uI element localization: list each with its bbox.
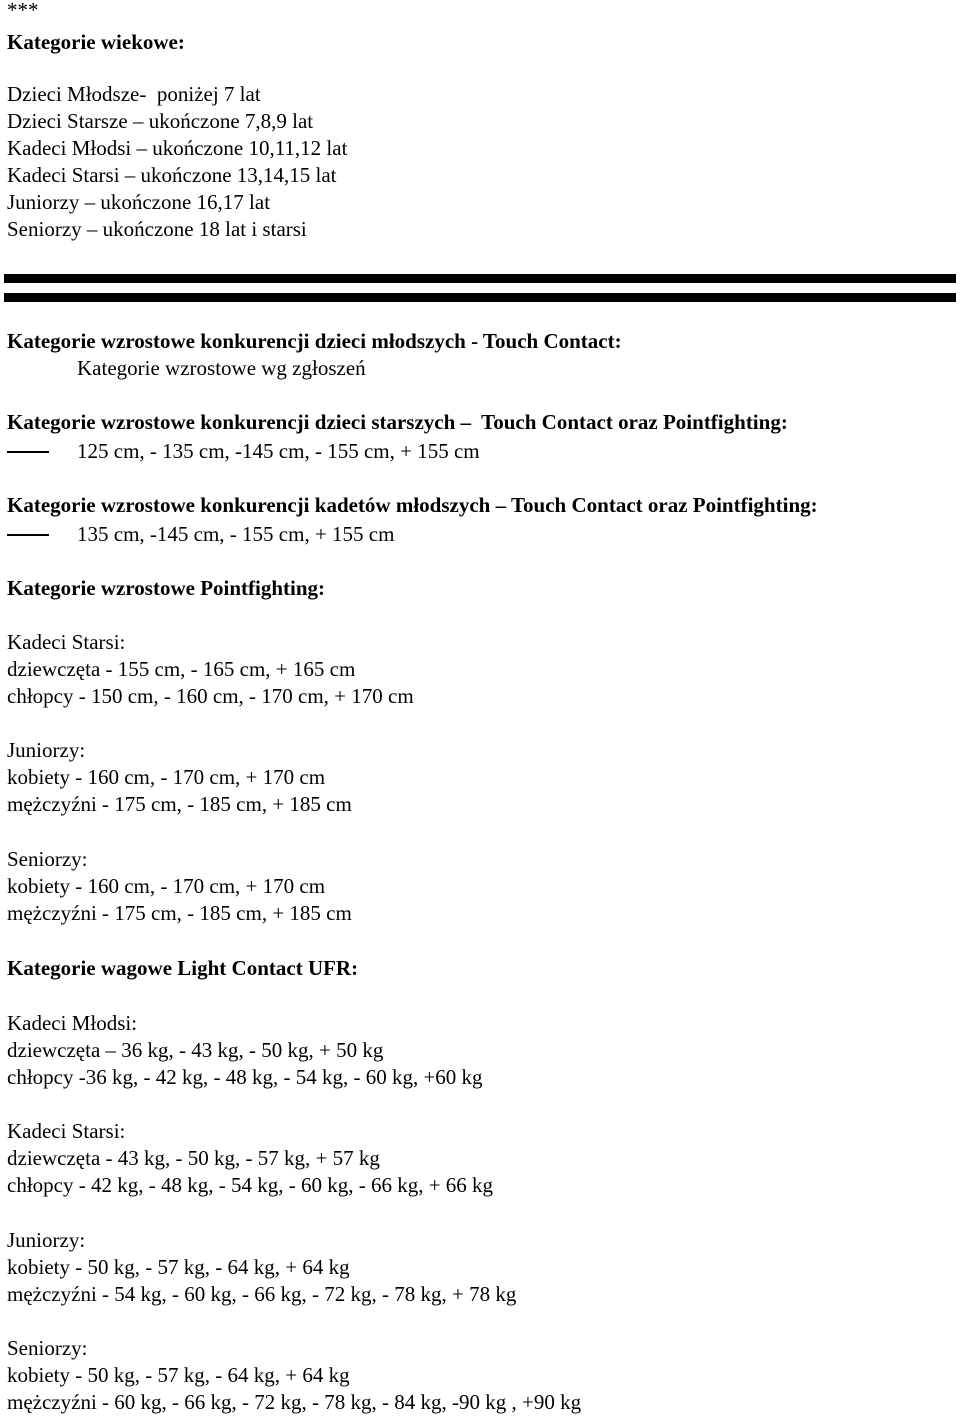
height-cadets-heading: Kategorie wzrostowe konkurencji kadetów młodszych – Touch Contact oraz Pointfighting: <box>7 493 818 517</box>
category-line: kobiety - 50 kg, - 57 kg, - 64 kg, + 64 kg <box>7 1363 350 1387</box>
age-line: Juniorzy – ukończone 16,17 lat <box>7 190 271 214</box>
stars-separator: *** <box>7 0 39 22</box>
height-cadets-line: 135 cm, -145 cm, - 155 cm, + 155 cm <box>77 522 395 546</box>
group-label: Juniorzy: <box>7 738 86 762</box>
age-line: Dzieci Młodsze- poniżej 7 lat <box>7 82 261 106</box>
category-line: dziewczęta – 36 kg, - 43 kg, - 50 kg, + 50 kg <box>7 1038 384 1062</box>
group-label: Kadeci Starsi: <box>7 630 126 654</box>
list-dash <box>7 451 49 453</box>
group-label: Seniorzy: <box>7 1336 88 1360</box>
height-pointfighting-heading: Kategorie wzrostowe Pointfighting: <box>7 576 326 600</box>
category-line: chłopcy - 150 cm, - 160 cm, - 170 cm, + 170 cm <box>7 684 414 708</box>
category-line: mężczyźni - 54 kg, - 60 kg, - 66 kg, - 72 kg, - 78 kg, + 78 kg <box>7 1282 517 1306</box>
age-line: Dzieci Starsze – ukończone 7,8,9 lat <box>7 109 314 133</box>
group-label: Juniorzy: <box>7 1228 86 1252</box>
height-older-heading: Kategorie wzrostowe konkurencji dzieci starszych – Touch Contact oraz Pointfighting: <box>7 410 788 434</box>
age-line: Kadeci Młodsi – ukończone 10,11,12 lat <box>7 136 348 160</box>
category-line: dziewczęta - 43 kg, - 50 kg, - 57 kg, + 57 kg <box>7 1146 380 1170</box>
height-young-heading: Kategorie wzrostowe konkurencji dzieci młodszych - Touch Contact: <box>7 329 622 353</box>
group-label: Kadeci Młodsi: <box>7 1011 138 1035</box>
height-young-line: Kategorie wzrostowe wg zgłoszeń <box>77 356 366 380</box>
category-line: chłopcy -36 kg, - 42 kg, - 48 kg, - 54 kg, - 60 kg, +60 kg <box>7 1065 483 1089</box>
list-dash <box>7 534 49 536</box>
category-line: dziewczęta - 155 cm, - 165 cm, + 165 cm <box>7 657 356 681</box>
category-line: mężczyźni - 175 cm, - 185 cm, + 185 cm <box>7 901 352 925</box>
category-line: chłopcy - 42 kg, - 48 kg, - 54 kg, - 60 kg, - 66 kg, + 66 kg <box>7 1173 494 1197</box>
group-label: Kadeci Starsi: <box>7 1119 126 1143</box>
category-line: mężczyźni - 60 kg, - 66 kg, - 72 kg, - 78 kg, - 84 kg, -90 kg , +90 kg <box>7 1390 582 1414</box>
category-line: kobiety - 50 kg, - 57 kg, - 64 kg, + 64 kg <box>7 1255 350 1279</box>
category-line: kobiety - 160 cm, - 170 cm, + 170 cm <box>7 874 326 898</box>
age-categories-heading: Kategorie wiekowe: <box>7 30 185 54</box>
category-line: kobiety - 160 cm, - 170 cm, + 170 cm <box>7 765 326 789</box>
weight-light-contact-heading: Kategorie wagowe Light Contact UFR: <box>7 956 359 980</box>
category-line: mężczyźni - 175 cm, - 185 cm, + 185 cm <box>7 792 352 816</box>
age-line: Kadeci Starsi – ukończone 13,14,15 lat <box>7 163 337 187</box>
age-line: Seniorzy – ukończone 18 lat i starsi <box>7 217 307 241</box>
height-older-line: 125 cm, - 135 cm, -145 cm, - 155 cm, + 155 cm <box>77 439 480 463</box>
divider-rule-bottom <box>4 293 956 302</box>
divider-rule-top <box>4 274 956 283</box>
group-label: Seniorzy: <box>7 847 88 871</box>
